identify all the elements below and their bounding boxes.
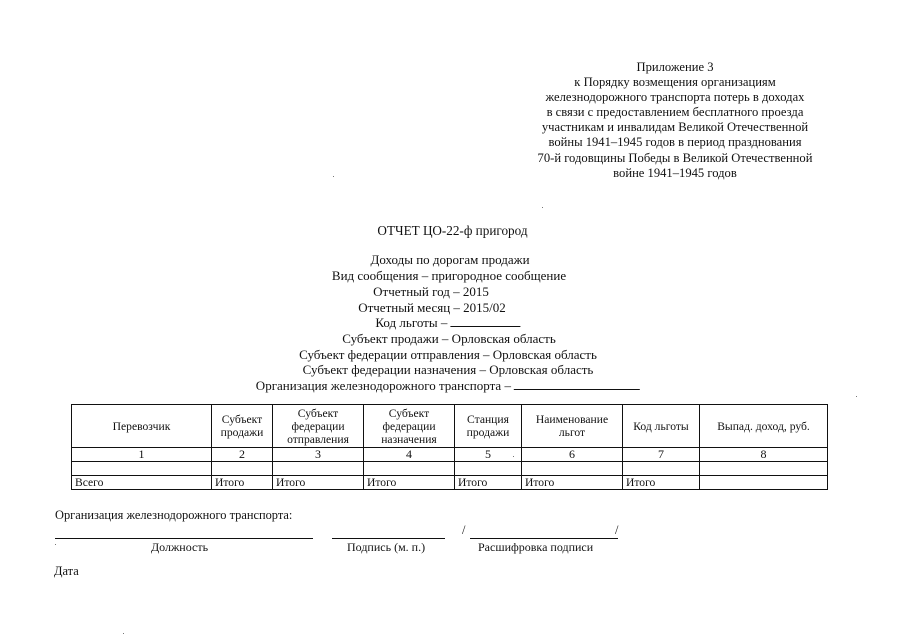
- empty-cell: [455, 462, 522, 476]
- header-sale-station: Станция продажи: [455, 405, 522, 448]
- report-line-revenue: Доходы по дорогам продажи: [370, 252, 530, 267]
- empty-cell: [522, 462, 623, 476]
- header-lost-income: Выпад. доход, руб.: [700, 405, 828, 448]
- appendix-line-8: войне 1941–1945 годов: [613, 165, 737, 180]
- scan-speck: [55, 544, 56, 545]
- empty-cell: [273, 462, 364, 476]
- subtotal-cell: Итого: [364, 476, 455, 490]
- appendix-line-4: в связи с предоставлением бесплатного проезда: [546, 105, 804, 120]
- table-totals-row: [72, 476, 828, 490]
- report-line-service-type: Вид сообщения – пригородное сообщение: [331, 268, 567, 283]
- header-destination-subject: Субъект федерации назначения: [364, 405, 455, 448]
- column-number: 8: [700, 448, 828, 462]
- appendix-line-1: Приложение 3: [636, 60, 714, 74]
- header-sale-subject: Субъект продажи: [212, 405, 273, 448]
- slash-open: /: [462, 523, 466, 537]
- slash-close: /: [615, 523, 619, 537]
- appendix-line-2: к Порядку возмещения организациям: [574, 75, 776, 90]
- column-number: 2: [212, 448, 273, 462]
- report-line-departure-subject: Субъект федерации отправления – Орловская область: [299, 347, 597, 362]
- column-number: 5: [455, 448, 522, 462]
- subtotal-cell: Итого: [455, 476, 522, 490]
- subtotal-cell: Итого: [273, 476, 364, 490]
- scan-speck: [542, 207, 543, 208]
- benefit-code-label: Код льготы –: [375, 315, 448, 330]
- subtotal-cell: [700, 476, 828, 490]
- column-number: 1: [72, 448, 212, 462]
- decoding-label: Расшифровка подписи: [478, 540, 594, 554]
- header-benefit-name: Наименование льгот: [522, 405, 623, 448]
- appendix-line-6: войны 1941–1945 годов в период празднования: [548, 135, 802, 150]
- column-number: 6: [522, 448, 623, 462]
- table-empty-row: [72, 462, 828, 476]
- signature-line: [332, 538, 445, 539]
- empty-cell: [364, 462, 455, 476]
- scan-speck: [513, 456, 514, 457]
- appendix-line-3: железнодорожного транспорта потерь в доходах: [545, 90, 805, 105]
- footer-organization-label: Организация железнодорожного транспорта:: [55, 508, 293, 522]
- empty-cell: [212, 462, 273, 476]
- subtotal-cell: Итого: [212, 476, 273, 490]
- appendix-header: [500, 60, 850, 181]
- signature-label: Подпись (м. п.): [347, 540, 426, 554]
- appendix-line-7: 70-й годовщины Победы в Великой Отечественной: [537, 150, 813, 165]
- date-label: Дата: [54, 564, 79, 578]
- scan-speck: [856, 396, 857, 397]
- scan-speck: [123, 633, 124, 634]
- report-line-destination-subject: Субъект федерации назначения – Орловская область: [302, 362, 594, 377]
- scan-speck: [333, 176, 334, 177]
- column-number: 4: [364, 448, 455, 462]
- table-header-row: [72, 405, 828, 448]
- column-number: 7: [623, 448, 700, 462]
- header-benefit-code: Код льготы: [623, 405, 700, 448]
- subtotal-cell: Итого: [623, 476, 700, 490]
- table-number-row: [72, 448, 828, 462]
- header-departure-subject: Субъект федерации отправления: [273, 405, 364, 448]
- benefit-code-blank: [451, 315, 521, 327]
- report-line-organization: [256, 378, 640, 394]
- position-label: Должность: [151, 540, 209, 554]
- empty-cell: [72, 462, 212, 476]
- report-table: [71, 404, 828, 490]
- subtotal-cell: Итого: [522, 476, 623, 490]
- report-line-year: Отчетный год – 2015: [373, 284, 489, 299]
- header-carrier: Перевозчик: [72, 405, 212, 448]
- total-cell: Всего: [72, 476, 212, 490]
- decoding-line: [470, 538, 618, 539]
- position-line: [55, 538, 313, 539]
- empty-cell: [623, 462, 700, 476]
- report-line-month: Отчетный месяц – 2015/02: [358, 300, 506, 315]
- organization-label: Организация железнодорожного транспорта –: [255, 378, 511, 393]
- organization-blank: [514, 378, 640, 390]
- report-line-sale-subject: Субъект продажи – Орловская область: [342, 331, 556, 346]
- appendix-line-5: участникам и инвалидам Великой Отечественной: [541, 120, 809, 135]
- column-number: 3: [273, 448, 364, 462]
- report-title: ОТЧЕТ ЦО-22-ф пригород: [377, 223, 528, 238]
- report-line-benefit-code: [375, 315, 520, 331]
- empty-cell: [700, 462, 828, 476]
